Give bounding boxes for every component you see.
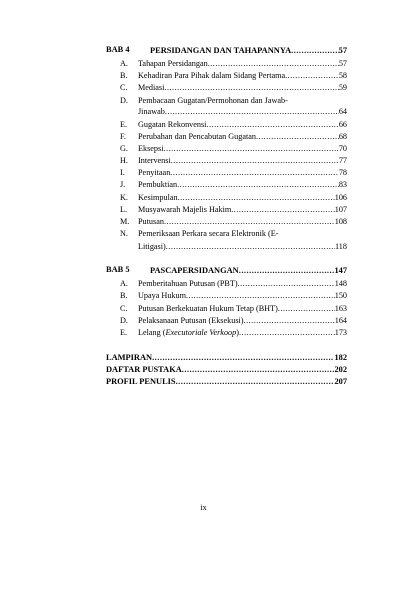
entry-title-continued: Jinawab	[138, 107, 165, 116]
entry-letter: E.	[120, 120, 128, 129]
toc-entry	[120, 192, 347, 203]
leader-dots	[163, 143, 338, 154]
entry-title: Penyitaan	[138, 168, 171, 177]
toc-entry	[120, 167, 347, 178]
entry-title: Pembacaan Gugatan/Permohonan dan Jawab-	[138, 96, 288, 105]
page-number: 207	[334, 377, 347, 386]
entry-title: Putusan	[138, 217, 164, 226]
toc-entry	[120, 278, 347, 289]
page-number: 59	[338, 83, 347, 92]
entry-title: Intervensi	[138, 156, 171, 165]
leader-dots	[239, 265, 335, 276]
page-number: 107	[334, 205, 347, 214]
entry-title: DAFTAR PUSTAKA	[106, 365, 182, 374]
entry-title: Perubahan dan Pencabutan Gugatan	[138, 132, 256, 141]
leader-dots	[231, 204, 334, 215]
leader-dots	[244, 315, 335, 326]
leader-dots	[278, 303, 335, 314]
toc-entry	[120, 216, 347, 227]
page-number: 58	[338, 71, 347, 80]
entry-title: Pembuktian	[138, 180, 178, 189]
chapter-title: PASCAPERSIDANGAN	[150, 266, 239, 275]
page-number: 108	[334, 217, 347, 226]
page-number: 77	[338, 156, 347, 165]
leader-dots	[152, 352, 334, 363]
chapter-title: PERSIDANGAN DAN TAHAPANNYA	[150, 46, 292, 55]
leader-dots	[206, 119, 338, 130]
entry-title: Putusan Berkekuatan Hukum Tetap (BHT)	[138, 304, 278, 313]
leader-dots	[170, 167, 339, 178]
page-number: 147	[334, 266, 347, 275]
leader-dots	[166, 241, 335, 252]
entry-title	[138, 327, 239, 338]
entry-letter: K.	[120, 193, 128, 202]
toc-entry	[120, 315, 347, 326]
toc-entry	[120, 290, 347, 301]
toc-entry	[120, 119, 347, 130]
entry-title-continued: Litigasi)	[138, 242, 166, 251]
entry-title-italic: Executoriale Verkoop	[165, 328, 237, 337]
page-number: 68	[338, 132, 347, 141]
leader-dots	[171, 155, 339, 166]
leader-dots	[186, 290, 335, 301]
entry-letter: M.	[120, 217, 130, 226]
toc-entry	[120, 70, 347, 81]
bab4-label: BAB 4	[106, 45, 130, 54]
entry-title: Pelaksanaan Putusan (Eksekusi)	[138, 316, 244, 325]
entry-title-close: )	[236, 328, 239, 337]
toc-entry-lampiran	[106, 352, 347, 363]
entry-title: Pemberitahuan Putusan (PBT)	[138, 279, 238, 288]
entry-letter: E.	[120, 328, 128, 337]
entry-title: Gugatan Rekonvensi	[138, 120, 207, 129]
toc-entry	[120, 179, 347, 190]
page-number: 70	[338, 144, 347, 153]
entry-letter: N.	[120, 229, 128, 238]
bab5-label: BAB 5	[106, 265, 130, 274]
page-number: 202	[334, 365, 347, 374]
leader-dots	[165, 106, 339, 117]
entry-letter: A.	[120, 279, 128, 288]
toc-entry	[120, 143, 347, 154]
entry-title: Musyawarah Majelis Hakim	[138, 205, 232, 214]
entry-letter: B.	[120, 71, 128, 80]
bab4-title-row	[150, 45, 347, 56]
entry-title: Kesimpulan	[138, 193, 178, 202]
entry-title: Kehadiran Para Pihak dalam Sidang Pertama	[138, 71, 286, 80]
entry-letter: A.	[120, 59, 128, 68]
entry-letter: B.	[120, 291, 128, 300]
entry-letter: C.	[120, 83, 128, 92]
entry-title: Pemeriksaan Perkara secara Elektronik (E-	[138, 229, 279, 238]
leader-dots	[182, 364, 335, 375]
entry-letter: F.	[120, 132, 126, 141]
entry-letter: L.	[120, 205, 128, 214]
page-number: 182	[334, 353, 347, 362]
page-number: 148	[334, 279, 347, 288]
leader-dots	[239, 327, 335, 338]
toc-entry	[120, 155, 347, 166]
entry-letter: D.	[120, 96, 128, 105]
leader-dots	[256, 131, 339, 142]
leader-dots	[285, 70, 339, 81]
page-number: 78	[338, 168, 347, 177]
toc-entry	[120, 58, 347, 69]
toc-entry	[120, 228, 347, 252]
entry-title: Tahapan Persidangan	[138, 59, 208, 68]
entry-title: Eksepsi	[138, 144, 164, 153]
entry-title-plain: Lelang (	[138, 328, 166, 337]
leader-dots	[291, 45, 338, 56]
leader-dots	[238, 278, 335, 289]
entry-letter: I.	[120, 168, 125, 177]
bab5-title-row	[150, 265, 347, 276]
entry-title: Upaya Hukum	[138, 291, 186, 300]
leader-dots	[164, 82, 338, 93]
entry-title: PROFIL PENULIS	[106, 377, 176, 386]
toc-entry	[120, 82, 347, 93]
page-number: 57	[338, 59, 347, 68]
page-number: 163	[334, 304, 347, 313]
entry-letter: J.	[120, 180, 126, 189]
page-number: 118	[335, 242, 347, 251]
page-number: 57	[338, 46, 347, 55]
footer-page-number: ix	[200, 503, 207, 512]
leader-dots	[164, 216, 335, 227]
page-number: 83	[338, 180, 347, 189]
entry-title: Mediasi	[138, 83, 165, 92]
toc-entry	[120, 95, 347, 117]
entry-title: LAMPIRAN	[106, 353, 153, 362]
toc-entry-profil-penulis	[106, 376, 347, 387]
page-number: 150	[334, 291, 347, 300]
leader-dots	[176, 376, 335, 387]
leader-dots	[208, 58, 339, 69]
entry-letter: D.	[120, 316, 128, 325]
entry-letter: C.	[120, 304, 128, 313]
leader-dots	[177, 179, 339, 190]
entry-letter: G.	[120, 144, 128, 153]
page-number: 173	[334, 328, 347, 337]
page-number: 66	[338, 120, 347, 129]
toc-entry	[120, 327, 347, 338]
toc-entry	[120, 303, 347, 314]
leader-dots	[178, 192, 335, 203]
page-number: 164	[334, 316, 347, 325]
toc-entry	[120, 131, 347, 142]
page-number: 106	[334, 193, 347, 202]
toc-entry-daftar-pustaka	[106, 364, 347, 375]
entry-letter: H.	[120, 156, 128, 165]
toc-entry	[120, 204, 347, 215]
page-number: 64	[338, 107, 347, 116]
